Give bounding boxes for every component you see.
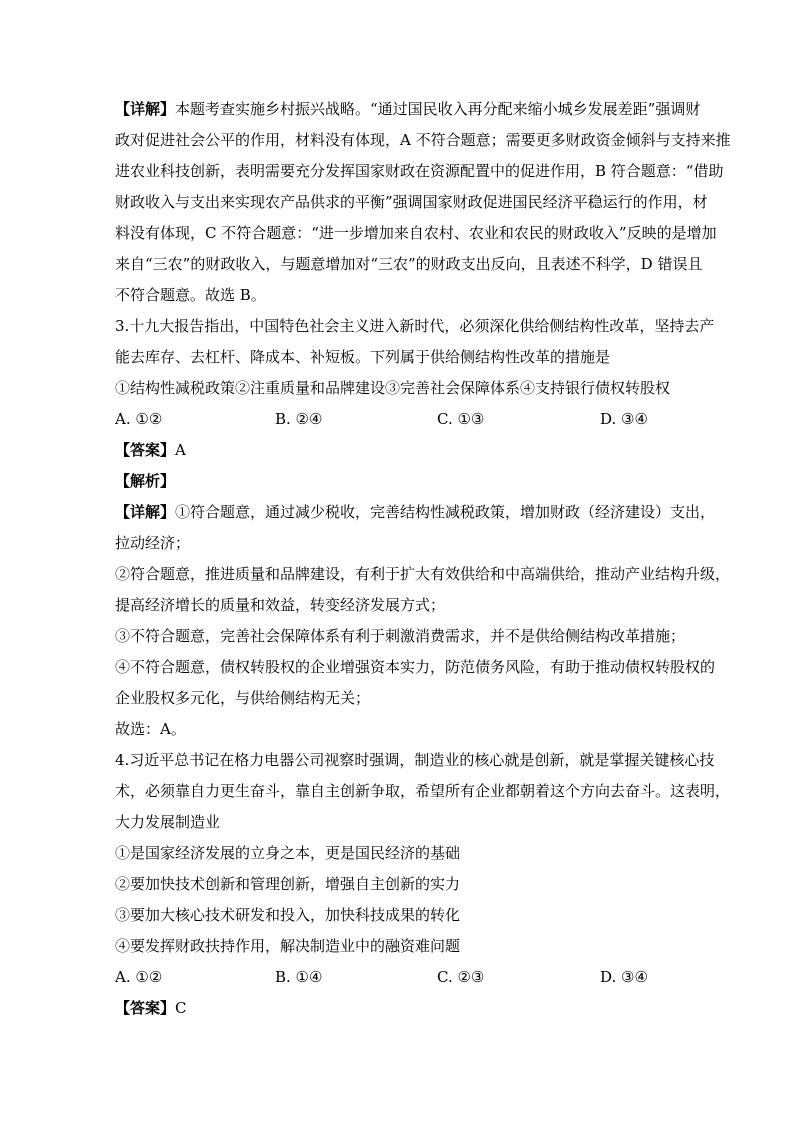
option-d: D. ③④ — [600, 410, 648, 428]
question-4-item: ④要发挥财政扶持作用，解决制造业中的融资难问题 — [115, 937, 461, 955]
option-c: C. ②③ — [437, 968, 485, 986]
text-line: 提高经济增长的质量和效益，转变经济发展方式； — [115, 596, 446, 614]
paragraph-line — [115, 94, 701, 125]
text-line: 来自“三农”的财政收入，与题意增加对“三农”的财政支出反向，且表述不科学，D 错误且 — [115, 255, 703, 273]
question-4-item: ②要加快技术创新和管理创新，增强自主创新的实力 — [115, 875, 461, 893]
text-line: 进农业科技创新，表明需要充分发挥国家财政在资源配置中的促进作用，B 符合题意：“借助 — [115, 162, 724, 180]
option-d: D. ③④ — [600, 968, 648, 986]
question-4-stem-line: 大力发展制造业 — [115, 813, 221, 831]
text-line: ③不符合题意，完善社会保障体系有利于刺激消费需求，并不是供给侧结构改革措施； — [115, 627, 686, 645]
text-line: 政对促进社会公平的作用，材料没有体现，A 不符合题意；需要更多财政资金倾斜与支持来推 — [115, 131, 731, 149]
detail-tag: 【详解】 — [115, 503, 176, 521]
question-3-options — [115, 404, 683, 435]
text-line: 不符合题意。故选 B。 — [115, 286, 266, 304]
answer-tag: 【答案】 — [115, 441, 176, 459]
question-4-stem-line: 4.习近平总书记在格力电器公司视察时强调，制造业的核心就是创新，就是掌握关键核心技 — [115, 751, 715, 769]
option-b: B. ②④ — [275, 410, 323, 428]
text-line: ②符合题意，推进质量和品牌建设，有利于扩大有效供给和中高端供给，推动产业结构升级， — [115, 565, 731, 583]
text-line: ④不符合题意，债权转股权的企业增强资本实力，防范债务风险，有助于推动债权转股权的 — [115, 658, 716, 676]
question-4-answer — [115, 993, 683, 1024]
text-line: ①符合题意，通过减少税收，完善结构性减税政策，增加财政（经济建设）支出， — [175, 503, 716, 521]
question-4-item: ①是国家经济发展的立身之本，更是国民经济的基础 — [115, 844, 461, 862]
question-3-items: ①结构性减税政策②注重质量和品牌建设③完善社会保障体系④支持银行债权转股权 — [115, 379, 671, 397]
text-line: 故选：A。 — [115, 720, 186, 738]
option-a: A. ①② — [115, 968, 163, 986]
question-3-answer — [115, 435, 683, 466]
option-b: B. ①④ — [275, 968, 323, 986]
answer-tag: 【答案】 — [115, 999, 176, 1017]
document-page — [115, 94, 731, 1024]
text-line: 拉动经济； — [115, 534, 191, 552]
question-4-options — [115, 962, 683, 993]
text-line: 料没有体现，C 不符合题意：“进一步增加来自农村、农业和农民的财政收入”反映的是增加 — [115, 224, 717, 242]
paragraph-line — [115, 497, 716, 528]
analysis-tag: 【解析】 — [115, 472, 176, 490]
answer-value: C — [175, 999, 187, 1017]
question-4-stem-line: 术，必须靠自力更生奋斗，靠自主创新争取，希望所有企业都朝着这个方向去奋斗。这表明， — [115, 782, 731, 800]
text-line: 本题考查实施乡村振兴战略。“通过国民收入再分配来缩小城乡发展差距”强调财 — [175, 100, 701, 118]
question-3-stem-line: 3.十九大报告指出，中国特色社会主义进入新时代，必须深化供给侧结构性改革，坚持去产 — [115, 317, 715, 335]
detail-tag: 【详解】 — [115, 100, 176, 118]
answer-value: A — [175, 441, 186, 459]
question-3-stem-line: 能去库存、去杠杆、降成本、补短板。下列属于供给侧结构性改革的措施是 — [115, 348, 611, 366]
text-line: 财政收入与支出来实现农产品供求的平衡”强调国家财政促进国民经济平稳运行的作用，材 — [115, 193, 708, 211]
question-4-item: ③要加大核心技术研发和投入，加快科技成果的转化 — [115, 906, 461, 924]
option-c: C. ①③ — [437, 410, 485, 428]
option-a: A. ①② — [115, 410, 163, 428]
text-line: 企业股权多元化，与供给侧结构无关； — [115, 689, 371, 707]
